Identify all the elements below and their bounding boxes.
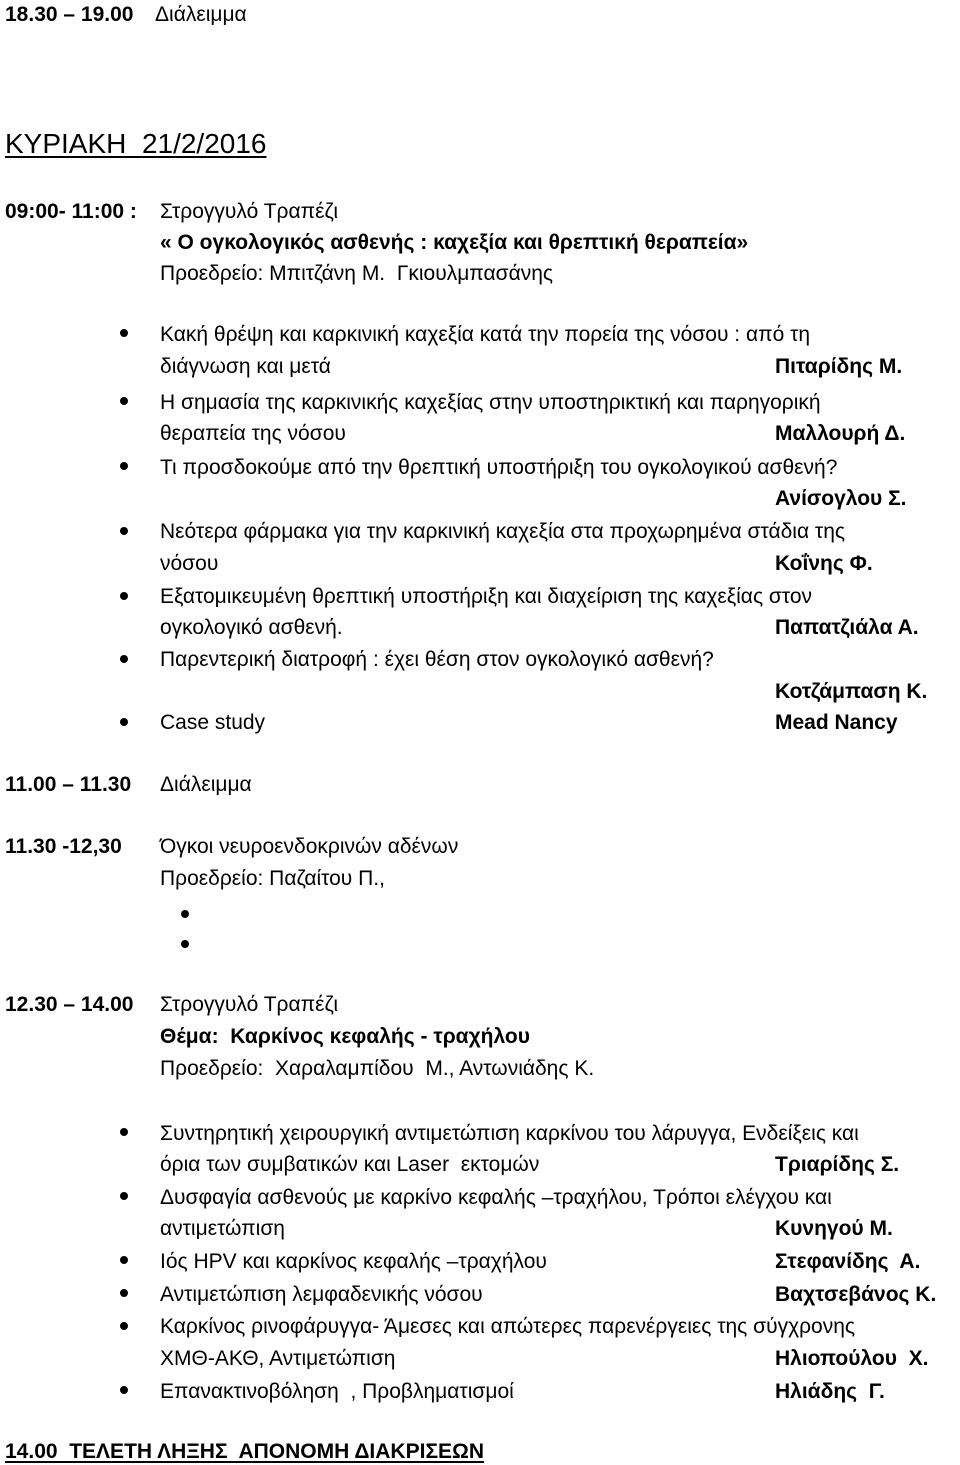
talk-title-line2: διάγνωση και μετά — [160, 355, 331, 378]
talk-speaker: Βαχτσεβάνος Κ. — [775, 1283, 937, 1306]
talk-title-line2: θεραπεία της νόσου — [160, 422, 346, 445]
talk-title-line2: ογκολογικό ασθενή. — [160, 616, 343, 639]
talk-title-line1: Η σημασία της καρκινικής καχεξίας στην υποστηρικτική και παρηγορική — [160, 391, 821, 414]
bullet-icon — [120, 1128, 128, 1136]
talk-title-line1: Συντηρητική χειρουργική αντιμετώπιση καρκίνου του λάρυγγα, Ενδείξεις και — [160, 1122, 859, 1145]
talk-speaker: Πιταρίδης Μ. — [775, 355, 903, 378]
talk-speaker: Ηλιοπούλου Χ. — [775, 1347, 929, 1370]
talk-title-line1: Παρεντερική διατροφή : έχει θέση στον ογκολογικό ασθενή? — [160, 648, 714, 671]
bullet-icon — [181, 940, 189, 948]
talk-speaker: Στεφανίδης Α. — [775, 1250, 921, 1273]
bullet-icon — [120, 718, 128, 726]
talk-title-line1: Αντιμετώπιση λεμφαδενικής νόσου — [160, 1283, 483, 1306]
break2-time: 11.00 – 11.30 — [5, 773, 132, 796]
talk-title-line1: Ιός HPV και καρκίνος κεφαλής –τραχήλου — [160, 1250, 547, 1273]
session3-time: 12.30 – 14.00 — [5, 993, 134, 1016]
session1-title: « Ο ογκολογικός ασθενής : καχεξία και θρεπτική θεραπεία» — [160, 231, 749, 254]
bullet-icon — [120, 592, 128, 600]
session3-type: Στρογγυλό Τραπέζι — [160, 993, 339, 1016]
talk-title-line1: Δυσφαγία ασθενούς με καρκίνο κεφαλής –τραχήλου, Τρόποι ελέγχου και — [160, 1186, 832, 1209]
talk-title-line1: Τι προσδοκούμε από την θρεπτική υποστήριξη του ογκολογικού ασθενή? — [160, 456, 838, 479]
session2-time: 11.30 -12,30 — [5, 835, 122, 858]
talk-speaker: Μαλλουρή Δ. — [775, 422, 906, 445]
talk-title-line2: νόσου — [160, 552, 219, 575]
bullet-icon — [120, 397, 128, 405]
talk-speaker: Παπατζιάλα Α. — [775, 616, 919, 639]
session1-type: Στρογγυλό Τραπέζι — [160, 200, 339, 223]
break2-label: Διάλειμμα — [160, 773, 252, 796]
bullet-icon — [120, 1322, 128, 1330]
talk-title-line1: Εξατομικευμένη θρεπτική υποστήριξη και διαχείριση της καχεξίας στον — [160, 585, 813, 608]
day-heading: ΚΥΡΙΑΚΗ 21/2/2016 — [5, 128, 267, 159]
session2-title: Όγκοι νευροενδοκρινών αδένων — [160, 835, 459, 858]
talk-title-line1: Καρκίνος ρινοφάρυγγα- Άμεσες και απώτερες παρενέργειες της σύγχρονης — [160, 1315, 856, 1338]
top-break-time: 18.30 – 19.00 — [5, 3, 134, 26]
bullet-icon — [120, 1192, 128, 1200]
talk-speaker: Τριαρίδης Σ. — [775, 1153, 900, 1176]
talk-title-line1: Case study — [160, 711, 266, 734]
session3-theme: Θέμα: Καρκίνος κεφαλής - τραχήλου — [160, 1025, 530, 1048]
talk-title-line2: ΧΜΘ-ΑΚΘ, Αντιμετώπιση — [160, 1347, 396, 1370]
session1-chairs: Προεδρείο: Μπιτζάνη Μ. Γκιουλμπασάνης — [160, 262, 554, 285]
bullet-icon — [120, 527, 128, 535]
talk-title-line1: Επανακτινοβόληση , Προβληματισμοί — [160, 1380, 514, 1403]
bullet-icon — [181, 910, 189, 918]
talk-speaker: Κοΐνης Φ. — [775, 552, 873, 575]
talk-speaker: Ανίσογλου Σ. — [775, 487, 907, 510]
talk-title-line2: όρια των συμβατικών και Laser εκτομών — [160, 1153, 540, 1176]
bullet-icon — [120, 1289, 128, 1297]
bullet-icon — [120, 1256, 128, 1264]
closing-ceremony: 14.00 ΤΕΛΕΤΗ ΛΗΞΗΣ ΑΠΟΝΟΜΗ ΔΙΑΚΡΙΣΕΩΝ — [5, 1440, 485, 1463]
session3-chairs: Προεδρείο: Χαραλαμπίδου Μ., Αντωνιάδης Κ. — [160, 1057, 595, 1080]
bullet-icon — [120, 462, 128, 470]
session1-time: 09:00- 11:00 : — [5, 200, 137, 223]
bullet-icon — [120, 655, 128, 663]
talk-speaker: Ηλιάδης Γ. — [775, 1380, 885, 1403]
talk-speaker: Κυνηγού Μ. — [775, 1217, 893, 1240]
session2-chairs: Προεδρείο: Παζαίτου Π., — [160, 867, 385, 890]
top-break-label: Διάλειμμα — [155, 3, 247, 26]
talk-title-line1: Νεότερα φάρμακα για την καρκινική καχεξία στα προχωρημένα στάδια της — [160, 520, 846, 543]
talk-speaker: Κοτζάμπαση Κ. — [775, 680, 928, 703]
talk-title-line2: αντιμετώπιση — [160, 1217, 285, 1240]
talk-title-line1: Κακή θρέψη και καρκινική καχεξία κατά την πορεία της νόσου : από τη — [160, 323, 811, 346]
bullet-icon — [120, 1386, 128, 1394]
talk-speaker: Mead Nancy — [775, 711, 898, 734]
bullet-icon — [120, 329, 128, 337]
